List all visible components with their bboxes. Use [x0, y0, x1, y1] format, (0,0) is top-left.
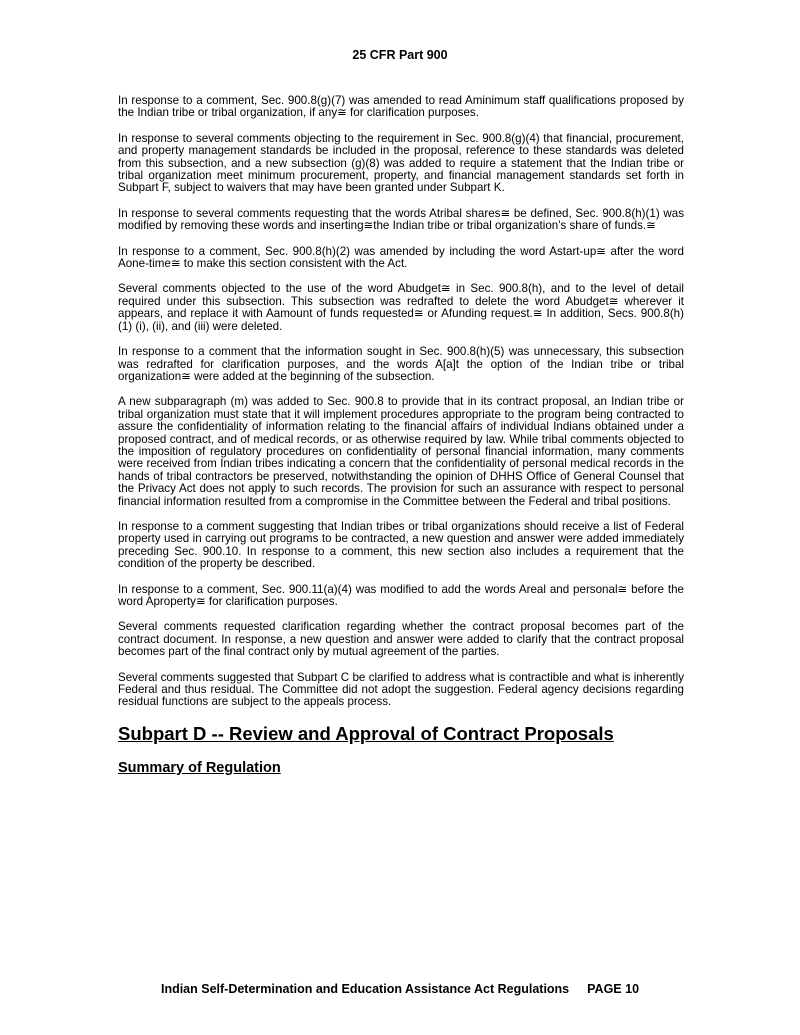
paragraph: In response to a comment suggesting that Indian tribes or tribal organizations should receive a list of Federal property used in carrying out programs to be contracted, a new question and answer were added immediately preceding Sec. 900.10. In response to a comment, this new section also includes a requirement that the condition of the property be described.: [118, 519, 684, 571]
paragraph: Several comments suggested that Subpart C be clarified to address what is contractible and what is inherently Federal and thus residual. The Committee did not adopt the suggestion. Federal agency decisions regarding residual functions are subject to the appeals process.: [118, 670, 684, 709]
paragraph: In response to a comment that the information sought in Sec. 900.8(h)(5) was unnecessary, this subsection was redrafted for clarification purposes, and the words A[a]t the option of the Indian tribe or tribal organization≅ were added at the beginning of the subsection.: [118, 345, 684, 383]
paragraph: Several comments objected to the use of the word Abudget≅ in Sec. 900.8(h), and to the level of detail required under this subsection. This subsection was redrafted to delete the word Abudget≅ wherever it appears, and replace it with Aamount of funds requested≅ or Afunding request.≅ In addition, Secs. 900.8(h)(1) (i), (ii), and (iii) were deleted.: [118, 282, 684, 333]
paragraph: In response to a comment, Sec. 900.11(a)(4) was modified to add the words Areal and personal≅ before the word Aproperty≅ for clarification purposes.: [118, 582, 684, 608]
paragraph: In response to a comment, Sec. 900.8(h)(2) was amended by including the word Astart-up≅ after the word Aone-time≅ to make this section consistent with the Act.: [118, 244, 684, 271]
page-footer: [0, 982, 800, 996]
paragraph: A new subparagraph (m) was added to Sec. 900.8 to provide that in its contract proposal, an Indian tribe or tribal organization must state that it will implement procedures appropriate to the program being contracted to assure the confidentiality of information relating to the financial affairs of individual Indians obtained under a proposed contract, and of medical records, or as otherwise required by law. While tribal comments objected to the imposition of regulatory procedures on confidentiality of personal financial information, many comments were received from Indian tribes indicating a concern that the confidentiality of personal medical records in the hands of tribal contractors be preserved, notwithstanding the opinion of DHHS Office of General Counsel that the Privacy Act does not apply to such records. The provision for such an assurance with respect to personal financial information resulted from a compromise in the Committee between the Federal and tribal positions.: [118, 395, 684, 508]
paragraph: In response to several comments requesting that the words Atribal shares≅ be defined, Sec. 900.8(h)(1) was modified by removing these words and inserting≅the Indian tribe or tribal organization's share of funds.≅: [118, 206, 684, 233]
document-body: [118, 95, 684, 777]
footer-title: Indian Self-Determination and Education Assistance Act Regulations: [160, 982, 570, 996]
sub-heading: Summary of Regulation: [118, 759, 281, 776]
page-number: PAGE 10: [587, 982, 640, 996]
paragraph: Several comments requested clarification regarding whether the contract proposal becomes part of the contract document. In response, a new question and answer were added to clarify that the contract proposal becomes part of the final contract only by mutual agreement of the parties.: [118, 620, 684, 659]
paragraph: In response to several comments objecting to the requirement in Sec. 900.8(g)(4) that financial, procurement, and property management standards be included in the proposal, reference to these standards was deleted from this subsection, and a new subsection (g)(8) was added to require a statement that the Indian tribe or tribal organization meet minimum procurement, property, and financial management standards set forth in Subpart F, subject to waivers that may have been granted under Subpart K.: [118, 131, 684, 195]
paragraph: In response to a comment, Sec. 900.8(g)(7) was amended to read Aminimum staff qualifications proposed by the Indian tribe or tribal organization, if any≅ for clarification purposes.: [118, 94, 684, 120]
page-header: 25 CFR Part 900: [352, 48, 448, 62]
section-heading: Subpart D -- Review and Approval of Contract Proposals: [118, 722, 614, 744]
